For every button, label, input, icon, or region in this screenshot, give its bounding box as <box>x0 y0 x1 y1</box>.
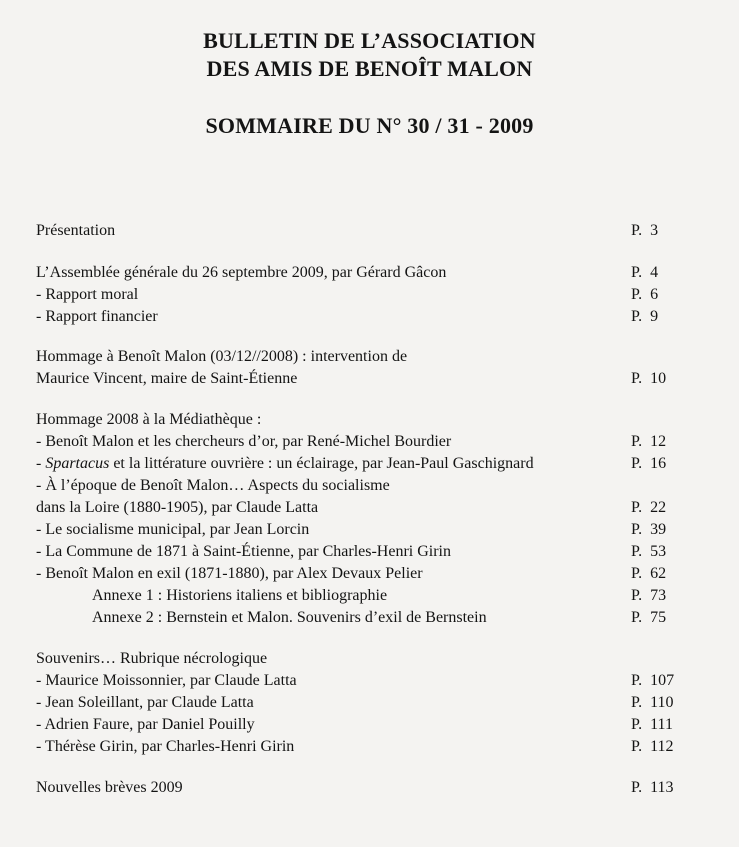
toc-entry-page: P. 111 <box>631 716 673 733</box>
toc-entry-page: P. 39 <box>631 521 667 538</box>
toc-entry-page: P. 112 <box>631 738 674 755</box>
toc-entry <box>0 714 739 736</box>
toc-entry <box>0 519 739 541</box>
toc-entry-title: Présentation <box>36 222 116 239</box>
toc-entry <box>0 607 739 629</box>
toc-entry-title: Hommage à Benoît Malon (03/12//2008) : intervention de <box>36 348 408 365</box>
toc-entry-title: - Rapport financier <box>36 308 158 325</box>
toc-entry <box>0 475 739 497</box>
toc-entry-title: dans la Loire (1880-1905), par Claude Latta <box>36 499 319 516</box>
toc-entry <box>0 453 739 475</box>
toc-entry-title: Annexe 1 : Historiens italiens et bibliographie <box>92 587 388 604</box>
toc-entry-title: - Jean Soleillant, par Claude Latta <box>36 694 254 711</box>
toc-entry-page: P. 73 <box>631 587 667 604</box>
toc-entry-title: - Spartacus et la littérature ouvrière : un éclairage, par Jean-Paul Gaschignard <box>36 455 534 472</box>
toc-entry-page: P. 62 <box>631 565 667 582</box>
toc-entry-page: P. 22 <box>631 499 667 516</box>
toc-entry-page: P. 3 <box>631 222 659 239</box>
toc-entry-title: Nouvelles brèves 2009 <box>36 779 183 796</box>
toc-entry <box>0 541 739 563</box>
toc-entry-page: P. 6 <box>631 286 659 303</box>
toc-entry-title: - À l’époque de Benoît Malon… Aspects du socialisme <box>36 477 390 494</box>
toc-entry <box>0 497 739 519</box>
toc-entry <box>0 670 739 692</box>
toc-entry-page: P. 110 <box>631 694 674 711</box>
toc-entry-page: P. 107 <box>631 672 675 689</box>
toc-entry-page: P. 4 <box>631 264 659 281</box>
toc-entry <box>0 409 739 431</box>
toc-entry <box>0 262 739 284</box>
toc-entry <box>0 284 739 306</box>
toc-entry-page: P. 53 <box>631 543 667 560</box>
toc-entry <box>0 563 739 585</box>
toc-entry-title: Maurice Vincent, maire de Saint-Étienne <box>36 370 298 387</box>
toc-entry-title: L’Assemblée générale du 26 septembre 2009, par Gérard Gâcon <box>36 264 447 281</box>
toc-entry <box>0 777 739 799</box>
bulletin-title-line-1: BULLETIN DE L’ASSOCIATION <box>203 28 536 53</box>
toc-entry-title: - La Commune de 1871 à Saint-Étienne, par Charles-Henri Girin <box>36 543 451 560</box>
toc-entry-title: - Adrien Faure, par Daniel Pouilly <box>36 716 255 733</box>
toc-entry-title: - Rapport moral <box>36 286 139 303</box>
toc-entry-page: P. 12 <box>631 433 667 450</box>
toc-entry-title: - Maurice Moissonnier, par Claude Latta <box>36 672 297 689</box>
toc-entry-title: Annexe 2 : Bernstein et Malon. Souvenirs d’exil de Bernstein <box>92 609 487 626</box>
toc-entry <box>0 585 739 607</box>
toc-entry-title: - Thérèse Girin, par Charles-Henri Girin <box>36 738 295 755</box>
toc-entry <box>0 346 739 368</box>
toc-entry-title: Souvenirs… Rubrique nécrologique <box>36 650 268 667</box>
toc-entry <box>0 306 739 328</box>
toc-entry-page: P. 16 <box>631 455 667 472</box>
toc-entry-page: P. 9 <box>631 308 659 325</box>
toc-entry-page: P. 75 <box>631 609 667 626</box>
toc-entry <box>0 736 739 758</box>
toc-entry-page: P. 10 <box>631 370 667 387</box>
toc-entry <box>0 648 739 670</box>
toc-entry-title: - Benoît Malon et les chercheurs d’or, par René-Michel Bourdier <box>36 433 452 450</box>
toc-entry-title: - Le socialisme municipal, par Jean Lorcin <box>36 521 310 538</box>
toc-entry <box>0 692 739 714</box>
toc-entry <box>0 368 739 390</box>
toc-entry <box>0 431 739 453</box>
summary-heading: SOMMAIRE DU N° 30 / 31 - 2009 <box>205 113 534 138</box>
toc-entry <box>0 220 739 242</box>
toc-entry-title: - Benoît Malon en exil (1871-1880), par Alex Devaux Pelier <box>36 565 423 582</box>
toc-entry-title: Hommage 2008 à la Médiathèque : <box>36 411 262 428</box>
toc-entry-page: P. 113 <box>631 779 674 796</box>
bulletin-title-line-2: DES AMIS DE BENOÎT MALON <box>206 56 533 81</box>
